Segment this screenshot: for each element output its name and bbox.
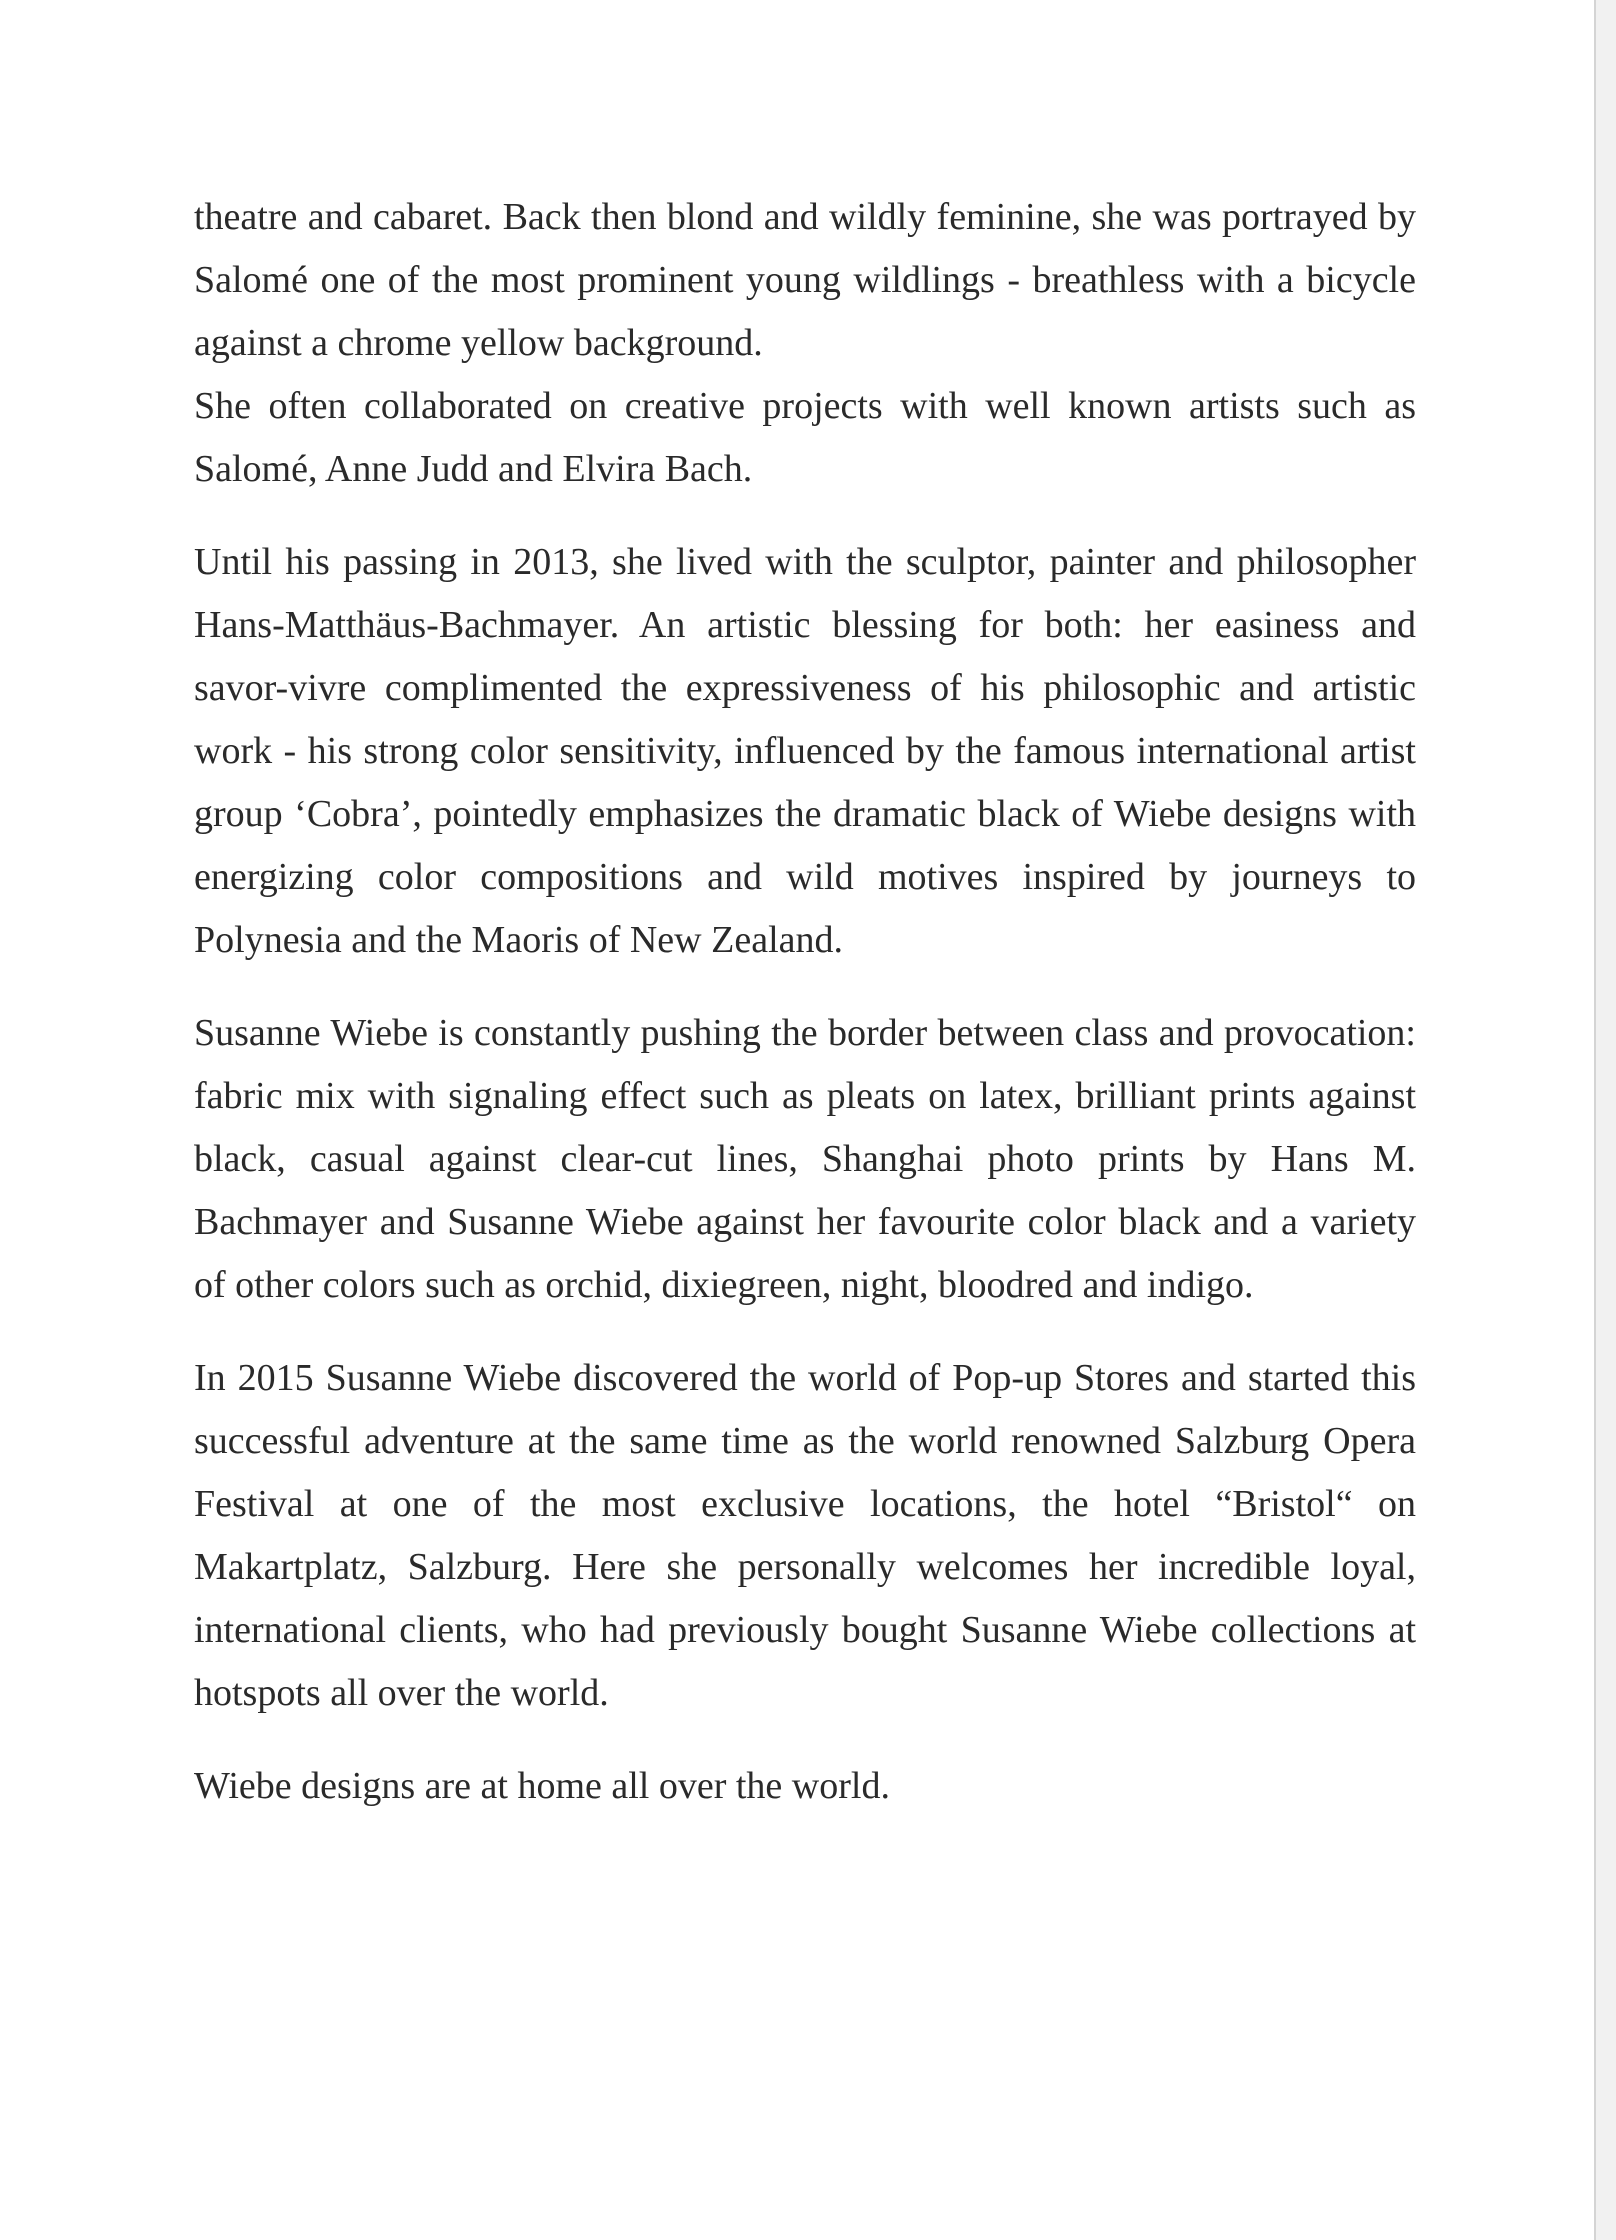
- paragraph-3: Susanne Wiebe is constantly pushing the border between class and provocation: fabric mix with signaling effect such as pleats on latex, brilliant prints against black, casual against clear-cut lines, Shanghai photo prints by Hans M. Bachmayer and Susanne Wiebe against her favourite color black and a variety of other colors such as orchid, dixiegreen, night, bloodred and indigo.: [194, 1012, 1416, 1306]
- paragraph-1-text: theatre and cabaret. Back then blond and wildly feminine, she was portrayed by Salomé one of the most prominent young wildlings - breathless with a bicycle against a chrome yellow background.: [194, 196, 1416, 364]
- paragraph-4: In 2015 Susanne Wiebe discovered the world of Pop-up Stores and started this successful adventure at the same time as the world renowned Salzburg Opera Festival at one of the most exclusive locations, the hotel “Bristol“ on Makartplatz, Salzburg. Here she personally welcomes her incredible loyal, international clients, who had previously bought Susanne Wiebe collections at hotspots all over the world.: [194, 1357, 1416, 1714]
- paragraph-2: Until his passing in 2013, she lived with the sculptor, painter and philosopher Hans-Matthäus-Bachmayer. An artistic blessing for both: her easiness and savor-vivre complimented the expressiveness of his philosophic and artistic work - his strong color sensitivity, influenced by the famous international artist group ‘Cobra’, pointedly emphasizes the dramatic black of Wiebe designs with energizing color compositions and wild motives inspired by journeys to Polynesia and the Maoris of New Zealand.: [194, 541, 1416, 961]
- paragraph-1: [194, 186, 1416, 501]
- document-body: [194, 186, 1416, 1848]
- paragraph-1-continuation: She often collaborated on creative projects with well known artists such as Salomé, Anne Judd and Elvira Bach.: [194, 385, 1416, 490]
- paragraph-5: Wiebe designs are at home all over the world.: [194, 1765, 890, 1807]
- page-edge-divider: [1594, 0, 1616, 2240]
